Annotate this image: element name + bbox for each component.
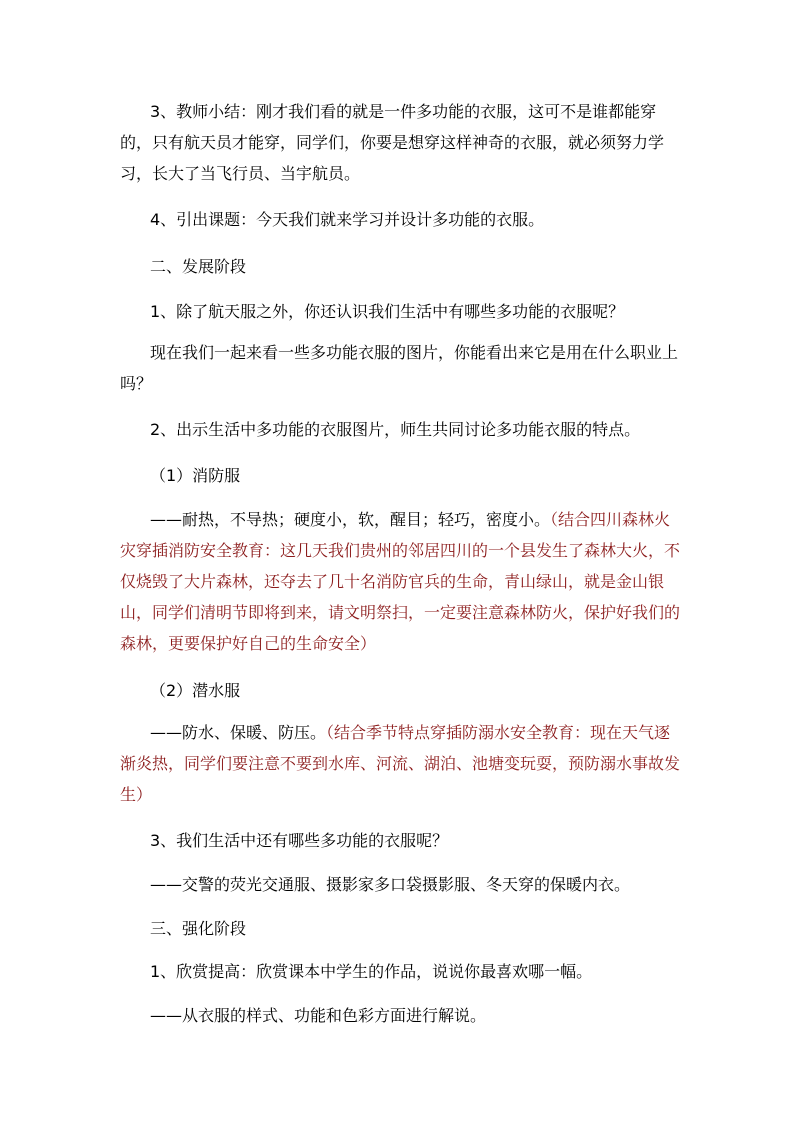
paragraph-text: 1、欣赏提高：欣赏课本中学生的作品，说说你最喜欢哪一幅。 <box>150 962 593 981</box>
paragraph-show-pictures <box>120 337 680 399</box>
item-heading-diving-suit <box>120 675 680 706</box>
section-heading-reinforcement <box>120 913 680 944</box>
item-heading-text: （2）潜水服 <box>150 681 241 700</box>
paragraph-answer-3 <box>120 869 680 900</box>
paragraph-text: ——从衣服的样式、功能和色彩方面进行解说。 <box>150 1006 487 1025</box>
features-text: ——耐热，不导热；硬度小，软，醒目；轻巧，密度小。 <box>150 510 551 529</box>
paragraph-question-1 <box>120 296 680 327</box>
safety-education-note: （结合四川森林火灾穿插消防安全教育：这几天我们贵州的邻居四川的一个县发生了森林大火，不仅烧毁了大片森林，还夺去了几十名消防官兵的生命，青山绿山，就是金山银山，同学们清明节即将到来，请文明祭扫，一定要注意森林防火，保护好我们的森林，更要保护好自己的生命安全） <box>120 510 681 653</box>
paragraph-diving-suit-features <box>120 717 680 810</box>
paragraph-explanation <box>120 1000 680 1031</box>
paragraph-discuss-features <box>120 414 680 445</box>
paragraph-text: 4、引出课题：今天我们就来学习并设计多功能的衣服。 <box>150 210 545 229</box>
paragraph-text: 1、除了航天服之外，你还认识我们生活中有哪些多功能的衣服呢？ <box>150 302 625 321</box>
paragraph-text: 3、我们生活中还有哪些多功能的衣服呢？ <box>150 831 449 850</box>
paragraph-text: 现在我们一起来看一些多功能衣服的图片，你能看出来它是用在什么职业上吗？ <box>120 343 679 393</box>
paragraph-question-3 <box>120 825 680 856</box>
paragraph-text: ——交警的荧光交通服、摄影家多口袋摄影服、冬天穿的保暖内衣。 <box>150 875 631 894</box>
section-heading-development <box>120 251 680 282</box>
heading-text: 三、强化阶段 <box>150 919 247 938</box>
paragraph-introduce-topic <box>120 204 680 235</box>
item-heading-firefighter-suit <box>120 460 680 491</box>
item-heading-text: （1）消防服 <box>150 466 241 485</box>
paragraph-teacher-summary <box>120 96 680 189</box>
heading-text: 二、发展阶段 <box>150 257 247 276</box>
paragraph-firefighter-suit-features <box>120 504 680 659</box>
safety-education-note: （结合季节特点穿插防溺水安全教育：现在天气逐渐炎热，同学们要注意不要到水库、河流、湖泊、池塘变玩耍，预防溺水事故发生） <box>120 723 681 804</box>
features-text: ——防水、保暖、防压。 <box>150 723 327 742</box>
paragraph-text: 3、教师小结：刚才我们看的就是一件多功能的衣服，这可不是谁都能穿的，只有航天员才能穿，同学们，你要是想穿这样神奇的衣服，就必须努力学习，长大了当飞行员、当宇航员。 <box>120 102 665 183</box>
paragraph-text: 2、出示生活中多功能的衣服图片，师生共同讨论多功能衣服的特点。 <box>150 420 641 439</box>
paragraph-appreciation <box>120 956 680 987</box>
